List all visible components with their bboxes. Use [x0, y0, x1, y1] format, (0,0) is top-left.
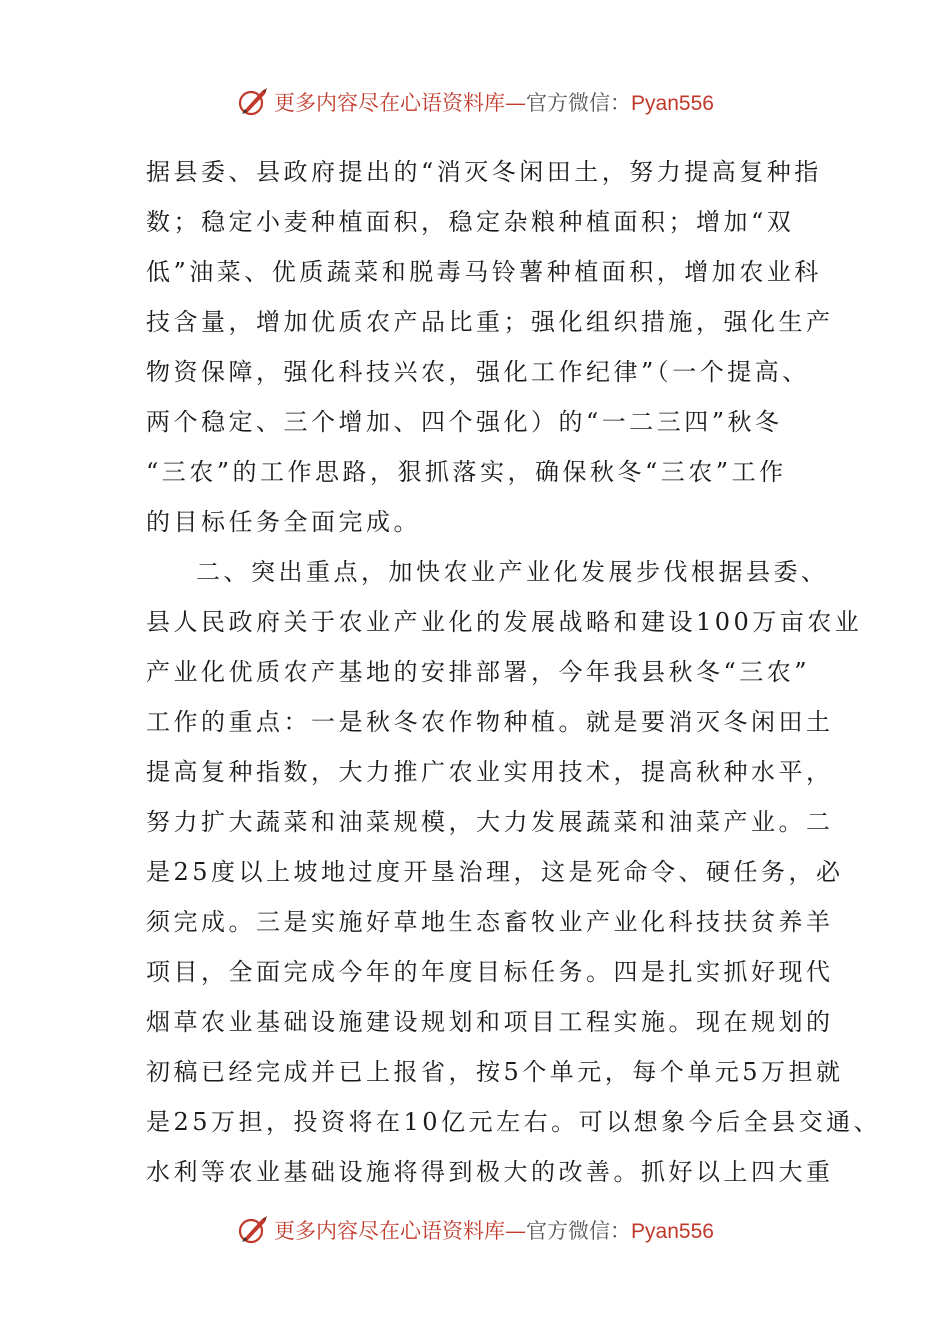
text-line: 低”油菜、优质蔬菜和脱毒马铃薯种植面积，增加农业科 [146, 258, 822, 286]
text-line: 工作的重点：一是秋冬农作物种植。就是要消灭冬闲田土 [146, 708, 834, 736]
text-line: 物资保障，强化科技兴农，强化工作纪律”（一个提高、 [146, 358, 810, 386]
text-line: 须完成。三是实施好草地生态畜牧业产业化科技扶贫养羊 [146, 908, 834, 936]
quill-pen-logo-icon [236, 1213, 270, 1247]
text-line: 数；稳定小麦种植面积，稳定杂粮种植面积；增加“双 [146, 208, 795, 236]
text-line: 提高复种指数，大力推广农业实用技术，提高秋种水平， [146, 758, 834, 786]
header-banner [0, 82, 950, 122]
text-line: 努力扩大蔬菜和油菜规模，大力发展蔬菜和油菜产业。二 [146, 808, 834, 836]
text-line: 技含量，增加优质农产品比重；强化组织措施，强化生产 [146, 308, 834, 336]
text-line: 产业化优质农产基地的安排部署，今年我县秋冬“三农” [146, 658, 811, 686]
text-line: 初稿已经完成并已上报省，按5个单元，每个单元5万担就 [146, 1058, 844, 1086]
footer-banner [0, 1210, 950, 1250]
text-line: 县人民政府关于农业产业化的发展战略和建设100万亩农业 [146, 608, 863, 636]
text-line: 烟草农业基础设施建设规划和项目工程实施。现在规划的 [146, 1008, 834, 1036]
text-line: 据县委、县政府提出的“消灭冬闲田土，努力提高复种指 [146, 158, 822, 186]
text-line: “三农”的工作思路，狠抓落实，确保秋冬“三农”工作 [146, 458, 787, 486]
text-line: 水利等农业基础设施将得到极大的改善。抓好以上四大重 [146, 1158, 834, 1186]
text-line: 两个稳定、三个增加、四个强化）的“一二三四”秋冬 [146, 408, 783, 436]
section-heading-line: 二、突出重点，加快农业产业化发展步伐根据县委、 [196, 558, 829, 586]
quill-pen-logo-icon [236, 85, 270, 119]
text-line: 是25万担，投资将在10亿元左右。可以想象今后全县交通、 [146, 1108, 882, 1136]
header-banner-text: 更多内容尽在心语资料库—官方微信：Pyan556 [274, 91, 714, 115]
text-line: 是25度以上坡地过度开垦治理，这是死命令、硬任务，必 [146, 858, 844, 886]
document-body [146, 147, 882, 1197]
footer-banner-text: 更多内容尽在心语资料库—官方微信：Pyan556 [274, 1219, 714, 1243]
text-line: 的目标任务全面完成。 [146, 508, 421, 536]
text-line: 项目，全面完成今年的年度目标任务。四是扎实抓好现代 [146, 958, 834, 986]
